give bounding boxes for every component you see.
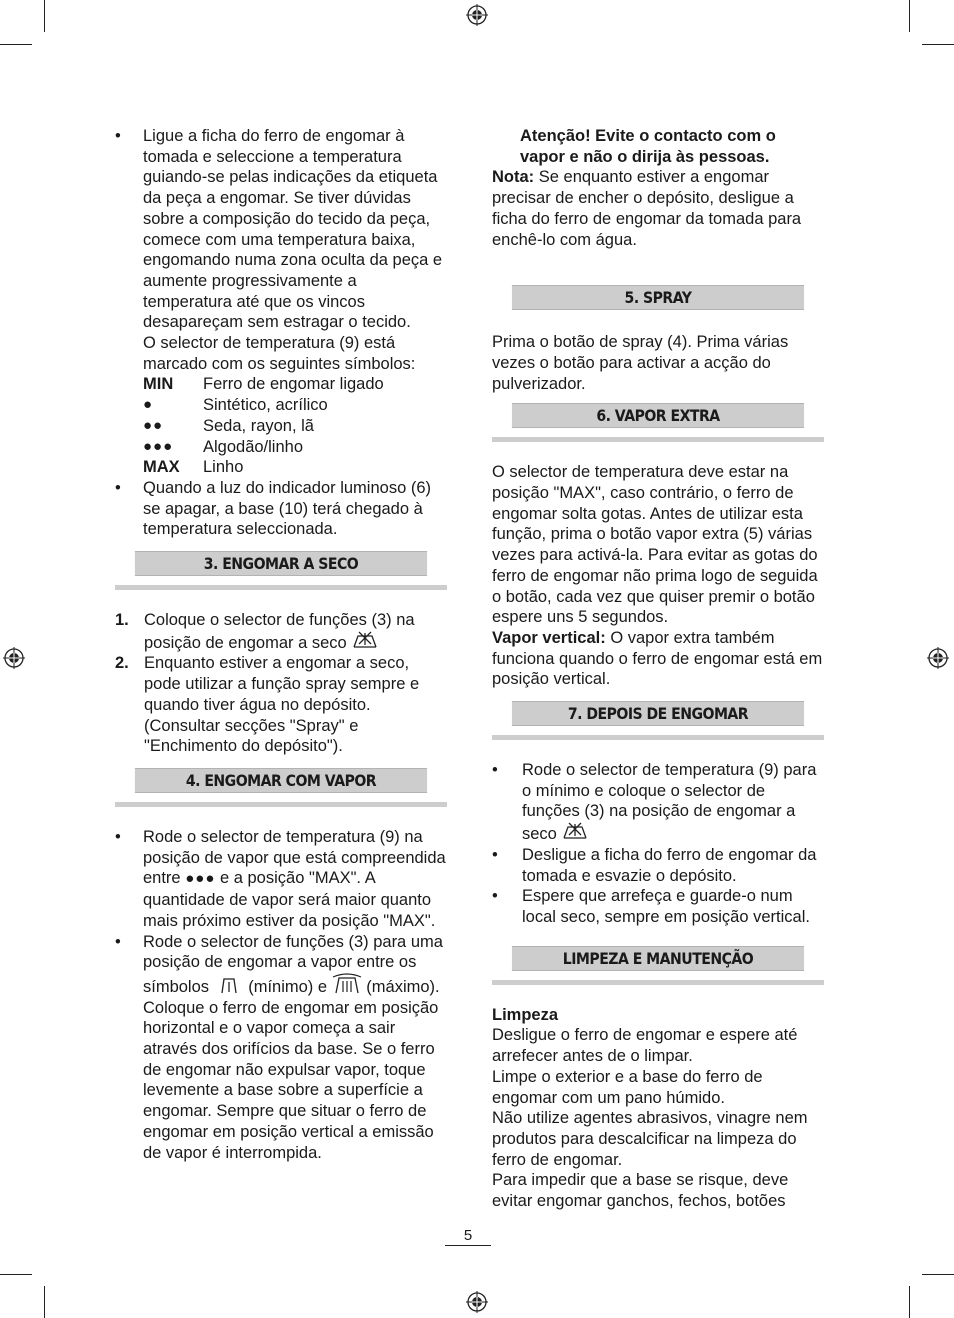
symbol-label: Algodão/linho [203, 437, 303, 456]
paragraph: • Ligue a ficha do ferro de engomar à tomada e seleccione a temperatura guiando-se pelas indicações da etiqueta da peça a engomar. Se tiver dúvidas sobre a composição do tecido da peça, comece com uma temperatura baixa, engomando numa zona oculta da peça e aumente progressivamente a temperatura até que os vincos desapareçam sem estragar o tecido. [143, 127, 443, 332]
right-column [492, 126, 824, 1212]
symbol-label: Ferro de engomar ligado [203, 375, 384, 394]
symbol-row [143, 416, 447, 437]
text: Rode o selector de temperatura (9) para o mínimo e coloque o selector de funções (3) na posição de engomar a seco [522, 761, 817, 844]
note [492, 167, 824, 250]
symbol-label: Sintético, acrílico [203, 396, 328, 415]
note-label: Nota: [492, 168, 535, 187]
warning-text: Atenção! Evite o contacto com o vapor e não o dirija às pessoas. [520, 127, 776, 166]
dry-iron-icon [561, 822, 589, 842]
symbol-key: MIN [143, 375, 174, 394]
paragraph: O selector de temperatura deve estar na posição "MAX", caso contrário, o ferro de engomar solta gotas. Antes de utilizar esta função, prima o botão vapor extra (5) várias vezes para activá-la. Para evitar as gotas do ferro de engomar não prima logo de seguida o botão, cada vez que quiser premir o botão espere uns 5 segundos. [492, 463, 818, 627]
symbol-row [143, 457, 447, 478]
list-item [115, 653, 447, 757]
crop-mark [0, 44, 32, 45]
symbol-row [143, 374, 447, 395]
temperature-dots: ●●● [185, 870, 216, 888]
paragraph: Para impedir que a base se risque, deve evitar engomar ganchos, fechos, botões [492, 1171, 789, 1211]
steam-min-icon [214, 975, 244, 995]
paragraph: • Quando a luz do indicador luminoso (6) se apagar, a base (10) terá chegado à temperatura seleccionada. [143, 478, 432, 539]
section-header [492, 946, 824, 985]
vertical-steam-label: Vapor vertical: [492, 628, 606, 647]
item-number: 1. [115, 611, 129, 630]
section-header [492, 403, 824, 442]
symbol-key: ●● [143, 416, 164, 434]
note-text: Se enquanto estiver a engomar precisar de encher o depósito, desligue a ficha do ferro de engomar da tomada para enchê-lo com água. [492, 168, 802, 249]
list-item [492, 760, 824, 845]
section-header [115, 768, 447, 807]
crop-mark [922, 1274, 954, 1275]
text: (máximo). Coloque o ferro de engomar em posição horizontal e o vapor começa a sair através dos orifícios da base. Se o ferro de engomar não expulsar vapor, toque levemente a base sobre a superfície a engomar. Sempre que situar o ferro de engomar em posição vertical a emissão de vapor é interrompida. [143, 977, 440, 1162]
crop-mark [909, 1286, 910, 1318]
text: e a posição "MAX". A quantidade de vapor será maior quanto mais próximo estiver da posição "MAX". [143, 869, 436, 930]
text: Desligue a ficha do ferro de engomar da tomada e esvazie o depósito. [522, 845, 817, 885]
section-title: 7. DEPOIS DE ENGOMAR [512, 701, 804, 726]
symbol-label: Linho [203, 458, 244, 477]
list-item [115, 932, 447, 1164]
crop-mark [44, 1286, 45, 1318]
text: Espere que arrefeça e guarde-o num local seco, sempre em posição vertical. [522, 887, 810, 926]
symbol-key: ●●● [143, 437, 174, 455]
left-column [115, 126, 447, 1163]
symbol-key: ● [143, 396, 154, 414]
item-text: Coloque o selector de funções (3) na posição de engomar a seco [144, 611, 415, 652]
divider [445, 1245, 491, 1246]
list-item [115, 827, 447, 932]
vertical-steam-text: O vapor extra também funciona quando o ferro de engomar está em posição vertical. [492, 628, 823, 689]
crop-mark [0, 1274, 32, 1275]
section-title: 5. SPRAY [512, 285, 804, 310]
section-header [492, 701, 824, 740]
list-item [115, 126, 447, 478]
subheading: Limpeza [492, 1005, 559, 1024]
list-item [115, 478, 447, 540]
paragraph: Desligue o ferro de engomar e espere até arrefecer antes de o limpar. [492, 1026, 798, 1066]
section-title: 4. ENGOMAR COM VAPOR [135, 768, 427, 793]
text: Rode o selector de funções (3) para uma posição de engomar a vapor entre os símbolos [143, 932, 443, 996]
paragraph: O selector de temperatura (9) está marcado com os seguintes símbolos: [143, 334, 416, 373]
text: (mínimo) [248, 977, 314, 996]
paragraph: Prima o botão de spray (4). Prima várias vezes o botão para activar a acção do pulverizador. [492, 333, 789, 393]
section-header [492, 285, 824, 310]
text: e [317, 977, 328, 996]
symbol-key: MAX [143, 458, 180, 477]
steam-max-icon [332, 973, 362, 995]
registration-mark-icon [466, 1291, 488, 1313]
section-title: 6. VAPOR EXTRA [512, 403, 804, 428]
paragraph [492, 628, 824, 690]
crop-mark [909, 0, 910, 32]
symbol-label: Seda, rayon, lã [203, 416, 314, 435]
list-item [492, 886, 824, 927]
list-item [492, 845, 824, 886]
text: Rode o selector de temperatura (9) na posição de vapor que está compreendida entre [143, 827, 446, 888]
section-title: LIMPEZA E MANUTENÇÃO [512, 946, 804, 971]
page-number: 5 [463, 1227, 473, 1244]
registration-mark-icon [466, 4, 488, 26]
crop-mark [922, 44, 954, 45]
item-text: Enquanto estiver a engomar a seco, pode utilizar a função spray sempre e quando tiver água no depósito. (Consultar secções "Spray" e "Enchimento do depósito"). [144, 654, 420, 756]
registration-mark-icon [927, 647, 949, 669]
section-header [115, 551, 447, 590]
paragraph: Não utilize agentes abrasivos, vinagre nem produtos para descalcificar na limpeza do ferro de engomar. [492, 1109, 808, 1169]
list-item [115, 610, 447, 653]
symbol-row [143, 437, 447, 458]
registration-mark-icon [3, 647, 25, 669]
crop-mark [44, 0, 45, 32]
section-title: 3. ENGOMAR A SECO [135, 551, 427, 576]
paragraph: Limpe o exterior e a base do ferro de engomar com um pano húmido. [492, 1067, 763, 1107]
dry-iron-icon [351, 631, 379, 651]
item-number: 2. [115, 654, 129, 673]
symbol-row [143, 395, 447, 416]
